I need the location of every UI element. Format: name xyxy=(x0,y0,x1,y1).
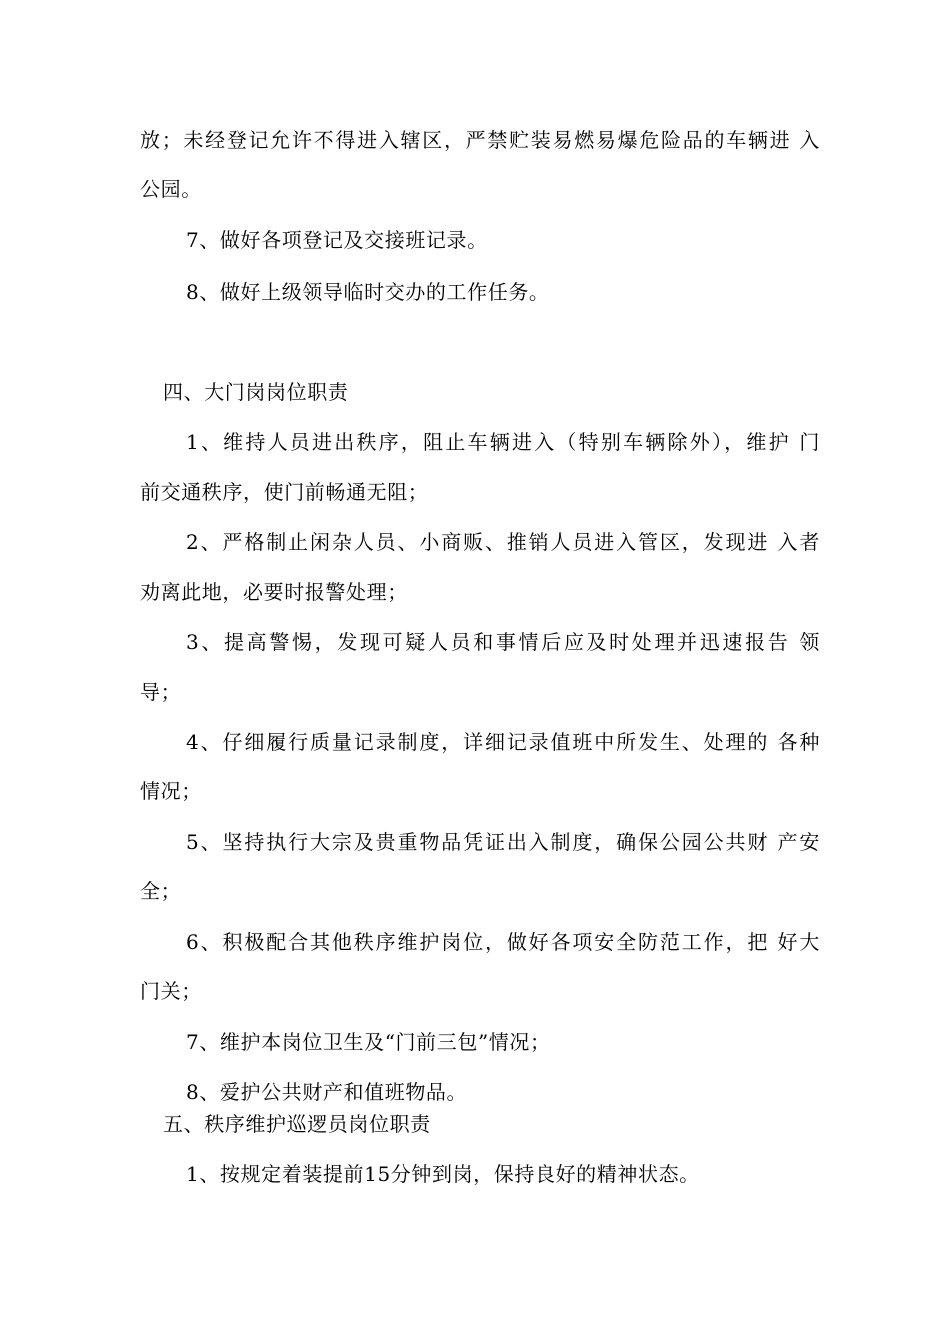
list-item: 1、维持人员进出秩序，阻止车辆进入（特别车辆除外），维护 门 xyxy=(186,430,820,454)
list-item: 4、仔细履行质量记录制度，详细记录值班中所发生、处理的 各种 xyxy=(186,730,820,754)
list-item: 2、严格制止闲杂人员、小商贩、推销人员进入管区，发现进 入者 xyxy=(186,530,820,554)
list-item: 6、积极配合其他秩序维护岗位，做好各项安全防范工作，把 好大 xyxy=(186,930,820,954)
list-item: 3、提高警惕，发现可疑人员和事情后应及时处理并迅速报告 领 xyxy=(186,630,820,654)
section-heading: 五、秩序维护巡逻员岗位职责 xyxy=(163,1112,431,1136)
paragraph-line: 导； xyxy=(140,680,182,704)
paragraph-line: 公园。 xyxy=(140,177,202,201)
paragraph-line: 放；未经登记允许不得进入辖区，严禁贮装易燃易爆危险品的车辆进 入 xyxy=(140,128,820,152)
list-item: 8、做好上级领导临时交办的工作任务。 xyxy=(186,280,550,304)
list-item: 5、坚持执行大宗及贵重物品凭证出入制度，确保公园公共财 产安 xyxy=(186,830,820,854)
list-item: 7、做好各项登记及交接班记录。 xyxy=(186,228,488,252)
paragraph-line: 情况； xyxy=(140,779,202,803)
list-item: 8、爱护公共财产和值班物品。 xyxy=(186,1080,468,1104)
list-item: 1、按规定着装提前15分钟到岗，保持良好的精神状态。 xyxy=(186,1162,700,1186)
paragraph-line: 劝离此地，必要时报警处理； xyxy=(140,580,408,604)
paragraph-line: 前交通秩序，使门前畅通无阻； xyxy=(140,480,429,504)
section-heading: 四、大门岗岗位职责 xyxy=(163,380,349,404)
paragraph-line: 全； xyxy=(140,879,182,903)
list-item: 7、维护本岗位卫生及“门前三包”情况； xyxy=(186,1030,551,1054)
paragraph-line: 门关； xyxy=(140,979,202,1003)
